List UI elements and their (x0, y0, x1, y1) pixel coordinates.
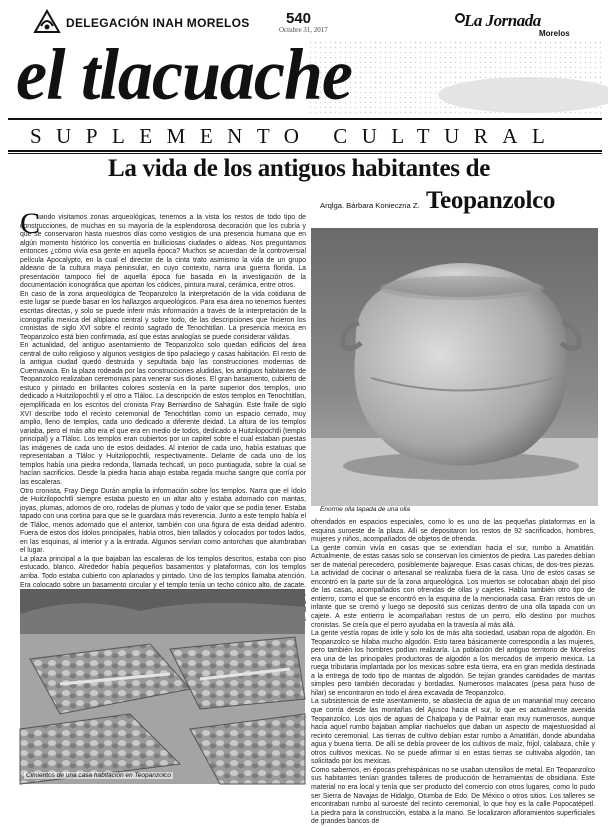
divider (8, 153, 602, 154)
article-column-2 (311, 519, 595, 826)
issue-number: 540 (286, 10, 312, 27)
article-headline-line2: Teopanzolco (426, 187, 556, 214)
paragraph: En caso de la zona arqueológica de Teopanzolco la interpretación de la vida cotidiana de este lugar se puede basar en los hallazgos arqueológicos. Para esa área no tenemos fuentes escritas directas, y solo se puede inferir más información a través de la interpretación de la iconografía mexica del altiplano central y sobre todo, de las descripciones que hicieron los cronistas de siglo XVI sobre el recinto sagrado de Tenochtitlan. La presencia mexica en Teopanzolco está bien confirmada, así que estas analogías se puede considerar válidas. (20, 290, 306, 341)
inah-logo-icon (34, 10, 60, 34)
photo-pot-caption: Enorme olla tapada de una olla (320, 506, 410, 513)
drop-cap: C (20, 207, 41, 240)
newspaper-name: La Jornada (464, 11, 541, 30)
paragraph: ofrendados en espacios especiales, como lo es uno de las pequeñas plataformas en la esquina suroeste de la plaza. Allí se depositaron los restos de 92 sacrificados, hombres, mujeres y niños, acompañados de objetos de ofrenda. (311, 519, 595, 544)
article-headline-line1: La vida de los antiguos habitantes de (108, 155, 491, 182)
paragraph: En actualidad, del antiguo asentamiento de Teopanzolco solo quedan edificios del área central de culto religioso y algunos vestigios de tipo palaciego y casas habitación. El resto de la antigua ciudad quedó destruida y sepultada bajo las construcciones modernas de Cuernavaca. En la plaza rodeada por las construcciones aludidas, los antiguos habitantes de Teopanzolco realizaban ceremonias para venerar sus dioses. El gran basamento, cubierto de estuco y pintado en brillantes colores sostenía en la parte superior dos templos, uno dedicado a Huitzilopochtli y el otro a Tláloc. La descripción de estos templos en Tenochtitlan, ejemplificada en los escritos del cronista Fray Bernardino de Sahagún. Este fraile de siglo XVI describe todo el recinto ceremonial de Tenochtitlan como un espacio cerrado, muy amplio, lleno de templos, cada uno dedicado a diferente deidad. La altura de los templos variaba, pero el más alto era el que era en medio de todos, dedicado a Huitzilopochtli (templo principal) y a Tláloc. Los templos eran cubiertos por un capitel sobre el cual estaban puestas las imágenes de cada uno de estos deidades. Al interior de cada uno, había estatuas que representaban a Tláloc y Huitzilopochtli, respectivamente. Delante de cada uno de los templos había una piedra redonda, llamada techcatl, un poco puntiaguda, sobre la cual se hacían sacrificios. Desde la piedra hacia abajo estaba regada mucha sangre que corría por las escaleras. (20, 342, 306, 486)
issue-date: Octubre 31, 2017 (279, 26, 328, 34)
paragraph: La subsistencia de este asentamiento, se abastecía de agua de un manantial muy cercano que corría desde las montañas del Ajusco hacia el sur, lo que es actualmente avenida Teopanzolco. Los ojos de aguas de Chalpapa y de Palmar eran muy numerosos, aunque hacia aquel rumbo bajaban ampliar riachuelos que daban un aspecto de majestuosidad al recinto ceremonial. Las tierras de cultivo debían estar rumbo a Amatitlán, donde abundaba agua y buena tierra. De allí se debía proveer de los cultivos de maíz, frijol, calabaza, chile y otros cultivos mexicas. No se puede afirmar si en estas tierras se cultivaba algodón, tan solicitado por los mexicas. (311, 698, 595, 766)
article-column-1 (20, 214, 306, 589)
photo-house-caption: Cimientos de una casa habitación en Teopanzolco (26, 772, 172, 779)
divider (8, 150, 602, 152)
photo-pot (311, 228, 598, 506)
paragraph: Como sabemos, en épocas prehispánicas no se usaban utensilios de metal. En Teopanzolco sus habitantes tenían grandes talleres de producción de herramientas de obsidiana. Este material no era local y tenía que ser producto del comercio con otros lugares, como lo pudo ser Sierra de Navajas de Hidalgo, Otumba de Edo. De México o otros sitios. Los talleres se encontraban rumbo al suroeste del recinto ceremonial, lo que hoy es la calle Popocatépetl. La piedra para la construcción, estaba a la mano. Se localizaron afloramientos superficiales de grandes bancos de (311, 766, 595, 826)
article-byline: Arqlga. Bárbara Konieczna Z. (320, 201, 420, 210)
paragraph: uando visitamos zonas arqueológicas, tenemos a la vista los restos de todo tipo de construcciones, de muchas en su mayoría de la esplendorosa decoración que los cubría y que se conservaron hasta nuestros días como vestigios de una presencia humana que en algún momento histórico los convertía en bulliciosas ciudades o aldeas. Nos preguntamos entonces ¿cómo vivía esa gente en aquella época? Muchos se acuerdan de la controversial película Apocalypto, en la cual el director de la cinta trato asimismo la vida de un grupo aldeano de la cultura maya peninsular, en cuyo contexto, narra una guerra florida. La presentación tampoco fiel de aquella época fue basada en la investigación de la documentación iconográfica que aportan los códices, pintura mural, cerámica, entre otros. (20, 214, 306, 290)
divider (8, 118, 602, 120)
photo-house-foundations (20, 589, 305, 784)
newspaper-subname: Morelos (539, 29, 570, 38)
org-name: DELEGACIÓN INAH MORELOS (66, 16, 250, 30)
paragraph: La plaza principal a la que bajaban las escaleras de los templos descritos, estaba con piso estucado, blanco. Alrededor había pequeños basamentos y plataformas, con los templos arriba. Todo estaba cubierto con aplanados y pintado. Uno de los templos llamaba atención. Era colocado sobre un basamento circular y el templo tenía un techo cónico alto, de zacate. (20, 555, 306, 589)
paragraph: Otro cronista, Fray Diego Durán amplia la información sobre los templos. Narra que el ídolo de Huitzilopochtli siempre estaba puesto en un altar alto y estaba adornado con mantas, joyas, plumas, adornos de oro, rodelas de plumas y todo de valor que se podía tener. Estaba tapado con una cortina para que se le guardara más reverencia. Junto a este templo había el de Tláloc, menos adornado que el anterior, también con una figura de esta deidad adentro. Fuera de estos dos ídolos principales, había otros, bien tallados y colocados por todos lados, en las esquinas, al interior y a la entrada. Algunos servían como antorchas que alumbraban el lugar. (20, 487, 306, 555)
supplement-title: el tlacuache (16, 34, 352, 116)
masthead-title-band (8, 34, 603, 116)
paragraph: La gente vestía ropas de ixtle y solo los de más alta sociedad, usaban ropa de algodón. En Teopanzolco se hilaba mucho algodón. Esto tarea básicamente correspondía a las mujeres, pero también los hombres podían realizarla. La población del antiguo territorio de Morelos era una de las principales productoras de algodón a los mercados de imperio mexica. La ruega tributaria implantada por los mexicas sobre esta tierra, era en gran medida destinada a la entrega de todo tipo de mantas de algodón. Se tejían grandes cantidades de mantas simples pero también decoradas y bordadas. Numerosos malacates (pesa para huso de hilar) se encontraron en todo el área excavada de Teopanzolco. (311, 630, 595, 697)
supplement-subtitle: SUPLEMENTO CULTURAL (30, 124, 560, 148)
paragraph: La gente común vivía en casas que se extendían hacia el sur, rumbo a Amatitlán. Actualmente, de estas casas solo se conservan los cimientos de piedra. Las paredes debían ser de material perecedero, posiblemente bajareque. Esas casas chicas, de dos-tres piezas. La actividad de cocinar o artesanal se realizaba fuera de la casa. Uno de estos casas se encontró en la parte sur de la zona arqueológica. Los muertos se colocaban abajo del piso de las casas, acompañados con ofrendas de ollas y cajetes. Había también otro tipo de entierro, como el que se encontró en la esquina de la mencionada casa. Eran restos de un infante que se cremó y luego se depositó sus cenizas dentro de una olla tapada con un cajete. A este entierro le acompañaban restos de un perro, ello destino por muchos cronistas. Se creía que el perro ayudaba en la travesía al más allá. (311, 544, 595, 629)
